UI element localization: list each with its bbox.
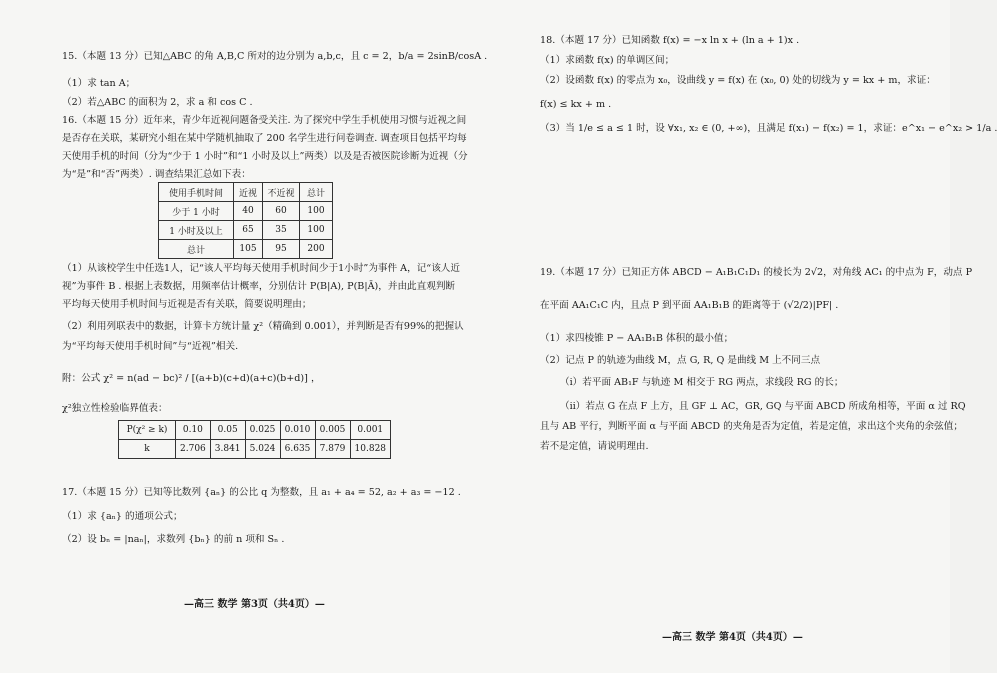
table-cell: 0.10 (176, 421, 211, 440)
table-cell: 2.706 (176, 440, 211, 459)
q19-part2-ii-line1: （ⅱ）若点 G 在点 F 上方，且 GF ⊥ AC，GR, GQ 与平面 ABCD 所成角相等，平面 α 过 RQ (560, 401, 966, 412)
q17-part1: （1）求 {aₙ} 的通项公式； (62, 511, 183, 522)
page-footer-right: —高三 数学 第4页（共4页）— (662, 632, 803, 643)
table-cell: 105 (234, 240, 263, 259)
q16-line4: 为“是”和“否”两类）. 调查结果汇总如下表： (62, 169, 251, 180)
table-cell: 0.005 (315, 421, 350, 440)
q17-part2: （2）设 bₙ = |naₙ|，求数列 {bₙ} 的前 n 项和 Sₙ . (62, 534, 285, 545)
q19-part2-ii-line2: 且与 AB 平行，判断平面 α 与平面 ABCD 的夹角是否为定值，若是定值，求出这个夹角的余弦值； (540, 421, 963, 432)
table-cell: P(χ² ≥ k) (119, 421, 176, 440)
q18-part3: （3）当 1/e ≤ a ≤ 1 时，设 ∀x₁, x₂ ∈ (0, +∞)，且满足 f(x₁) − f(x₂) = 1，求证：e^x₁ − e^x₂ > 1/a . (540, 123, 997, 134)
critical-table-title: χ²独立性检验临界值表： (62, 403, 168, 414)
q19-part2-i: （ⅰ）若平面 AB₁F 与轨迹 M 相交于 RG 两点，求线段 RG 的长； (560, 377, 844, 388)
table-cell: 100 (300, 221, 333, 240)
q16-a-line2: 视”为事件 B . 根据上表数据，用频率估计概率，分别估计 P(B|A), P(B|Ā)，并由此直观判断 (62, 281, 456, 292)
table-row (159, 202, 333, 221)
q18-part2-line2: f(x) ≤ kx + m . (540, 99, 612, 110)
q19-part1: （1）求四棱锥 P − AA₁B₁B 体积的最小值； (540, 333, 734, 344)
right-page (478, 0, 997, 673)
table-cell: 95 (263, 240, 300, 259)
q16-a-line1: （1）从该校学生中任选1人，记“该人平均每天使用手机时间少于1小时”为事件 A，记“该人近 (62, 263, 460, 274)
contingency-table (158, 182, 333, 259)
q18-head: 18.（本题 17 分）已知函数 f(x) = −x ln x + (ln a + 1)x . (540, 35, 800, 46)
table-cell: 40 (234, 202, 263, 221)
table-header-cell: 总计 (300, 183, 333, 202)
table-cell: 100 (300, 202, 333, 221)
table-row (119, 421, 391, 440)
q19-part2: （2）记点 P 的轨迹为曲线 M，点 G, R, Q 是曲线 M 上不同三点 (540, 355, 821, 366)
q19-line1: 19.（本题 17 分）已知正方体 ABCD − A₁B₁C₁D₁ 的棱长为 2√2，对角线 AC₁ 的中点为 F，动点 P (540, 267, 973, 278)
table-cell: 7.879 (315, 440, 350, 459)
table-cell: 3.841 (210, 440, 245, 459)
q15-part2: （2）若△ABC 的面积为 2，求 a 和 cos C . (62, 97, 253, 108)
table-header-cell: 不近视 (263, 183, 300, 202)
table-cell: 200 (300, 240, 333, 259)
critical-value-table (118, 420, 391, 459)
table-cell: 0.001 (350, 421, 391, 440)
q15-head: 15.（本题 13 分）已知△ABC 的角 A,B,C 所对的边分别为 a,b,c，且 c = 2，b/a = 2sinB/cosA . (62, 51, 488, 62)
q16-b-line1: （2）利用列联表中的数据，计算卡方统计量 χ²（精确到 0.001），并判断是否有99%的把握认 (62, 321, 464, 332)
q19-line2: 在平面 AA₁C₁C 内，且点 P 到平面 AA₁B₁B 的距离等于 (√2/2)|PF| . (540, 300, 839, 311)
table-row (159, 240, 333, 259)
table-cell: 0.05 (210, 421, 245, 440)
table-header-cell: 使用手机时间 (159, 183, 234, 202)
q19-part2-ii-line3: 若不是定值，请说明理由. (540, 441, 649, 452)
table-cell: 65 (234, 221, 263, 240)
table-cell: 0.010 (280, 421, 315, 440)
table-cell: k (119, 440, 176, 459)
q18-part2-line1: （2）设函数 f(x) 的零点为 x₀，设曲线 y = f(x) 在 (x₀, 0) 处的切线为 y = kx + m，求证： (540, 75, 936, 86)
q16-a-line3: 平均每天使用手机时间与近视是否有关联，简要说明理由； (62, 299, 312, 310)
table-cell: 6.635 (280, 440, 315, 459)
q16-b-line2: 为“平均每天使用手机时间”与“近视”相关. (62, 341, 239, 352)
q18-part1: （1）求函数 f(x) 的单调区间； (540, 55, 675, 66)
q15-part1: （1）求 tan A； (62, 78, 136, 89)
q16-line3: 天使用手机的时间（分为“少于 1 小时”和“1 小时及以上”两类）以及是否被医院诊断为近视（分 (62, 151, 468, 162)
table-header-row (159, 183, 333, 202)
table-header-cell: 近视 (234, 183, 263, 202)
table-cell: 35 (263, 221, 300, 240)
table-cell: 10.828 (350, 440, 391, 459)
table-cell: 5.024 (245, 440, 280, 459)
chi-square-formula: 附：公式 χ² = n(ad − bc)² / [(a+b)(c+d)(a+c)(b+d)] ， (62, 373, 321, 384)
table-cell: 1 小时及以上 (159, 221, 234, 240)
q17-head: 17.（本题 15 分）已知等比数列 {aₙ} 的公比 q 为整数，且 a₁ + a₄ = 52, a₂ + a₃ = −12 . (62, 487, 461, 498)
left-page (0, 0, 488, 673)
table-row (119, 440, 391, 459)
table-cell: 60 (263, 202, 300, 221)
page-footer-left: —高三 数学 第3页（共4页）— (184, 599, 325, 610)
table-cell: 0.025 (245, 421, 280, 440)
q16-line2: 是否存在关联，某研究小组在某中学随机抽取了 200 名学生进行问卷调查. 调查项目包括平均每 (62, 133, 467, 144)
table-cell: 少于 1 小时 (159, 202, 234, 221)
table-row (159, 221, 333, 240)
q16-line1: 16.（本题 15 分）近年来，青少年近视问题备受关注. 为了探究中学生手机使用习惯与近视之间 (62, 115, 467, 126)
table-cell: 总计 (159, 240, 234, 259)
